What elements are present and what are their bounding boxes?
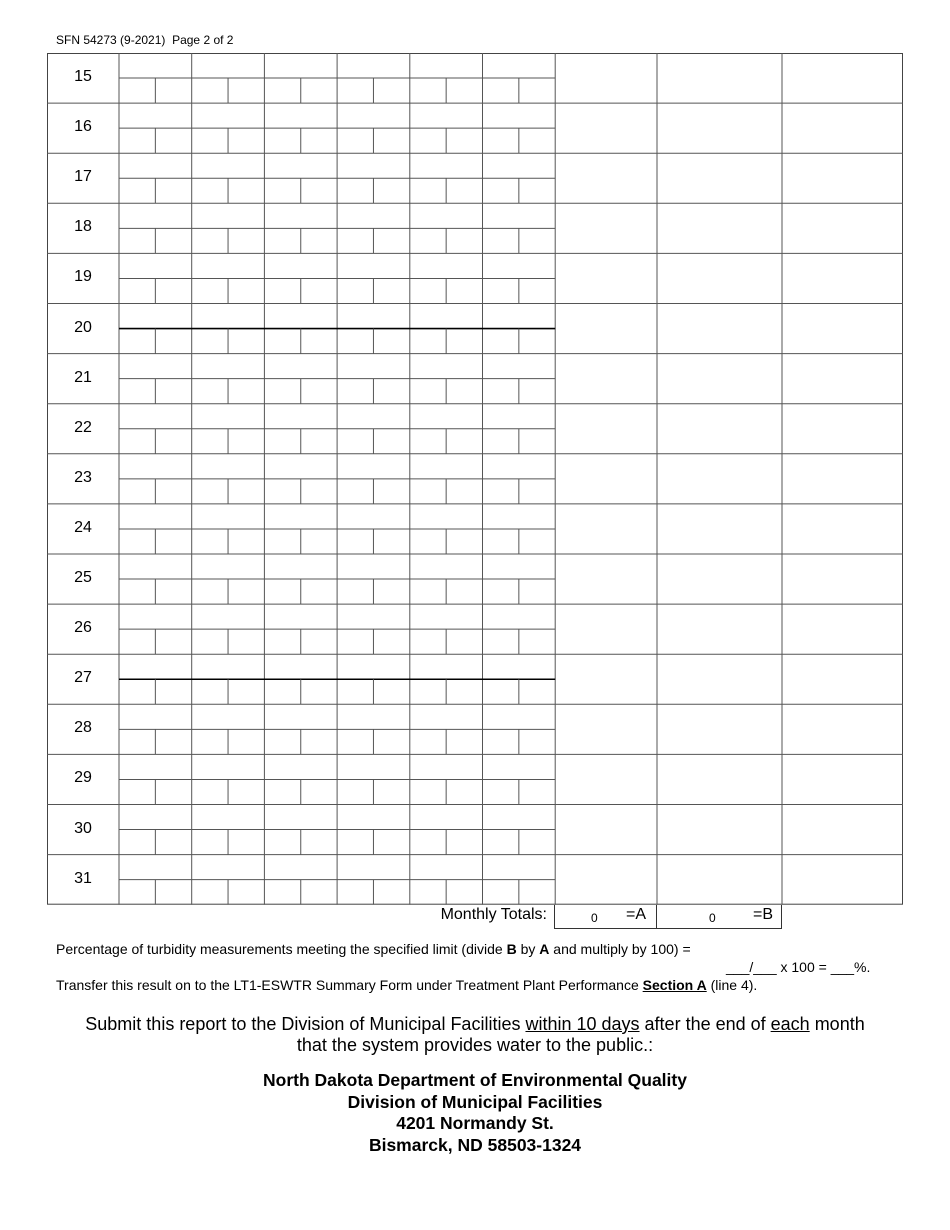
address-city: Bismarck, ND 58503-1324: [368, 1135, 582, 1155]
day-label: 23: [74, 468, 92, 486]
day-label: 18: [74, 218, 92, 236]
form-header: [56, 33, 233, 47]
day-label: 19: [74, 268, 92, 286]
day-label: 20: [74, 318, 92, 336]
form-id: SFN 54273 (9-2021): [56, 33, 166, 47]
address-org: North Dakota Department of Environmental Quality: [263, 1070, 687, 1090]
day-label: 17: [74, 168, 92, 186]
day-label: 26: [74, 619, 92, 637]
day-label: 27: [74, 669, 92, 687]
day-label: 24: [74, 518, 92, 536]
day-label: 22: [74, 418, 92, 436]
percentage-instruction: Percentage of turbidity measurements meeting the specified limit (divide B by A and multiply by 100) =: [56, 941, 691, 957]
total-b-value: 0: [709, 911, 716, 925]
monthly-totals-label: Monthly Totals:: [440, 906, 547, 923]
day-label: 16: [74, 118, 92, 136]
day-label: 29: [74, 769, 92, 787]
submit-instruction: Submit this report to the Division of Municipal Facilities within 10 days after the end of each month: [85, 1014, 865, 1034]
percentage-formula[interactable]: ___/___ x 100 = ___%.: [726, 959, 871, 975]
address-division: Division of Municipal Facilities: [347, 1092, 603, 1112]
transfer-instruction: Transfer this result on to the LT1-ESWTR Summary Form under Treatment Plant Performance Section A (line 4).: [56, 977, 758, 993]
day-label: 21: [74, 368, 92, 386]
day-label: 28: [74, 719, 92, 737]
total-a-tag: =A: [626, 906, 647, 923]
address-street: 4201 Normandy St.: [396, 1113, 554, 1133]
day-label: 15: [74, 68, 92, 85]
daily-turbidity-grid: [47, 53, 903, 905]
total-a-value: 0: [591, 911, 598, 925]
submit-instruction-line2: that the system provides water to the public.:: [296, 1035, 654, 1055]
total-b-tag: =B: [753, 906, 774, 923]
day-label: 25: [74, 569, 92, 586]
day-label: 30: [74, 819, 92, 837]
page-number: Page 2 of 2: [172, 33, 234, 47]
day-label: 31: [74, 869, 92, 887]
